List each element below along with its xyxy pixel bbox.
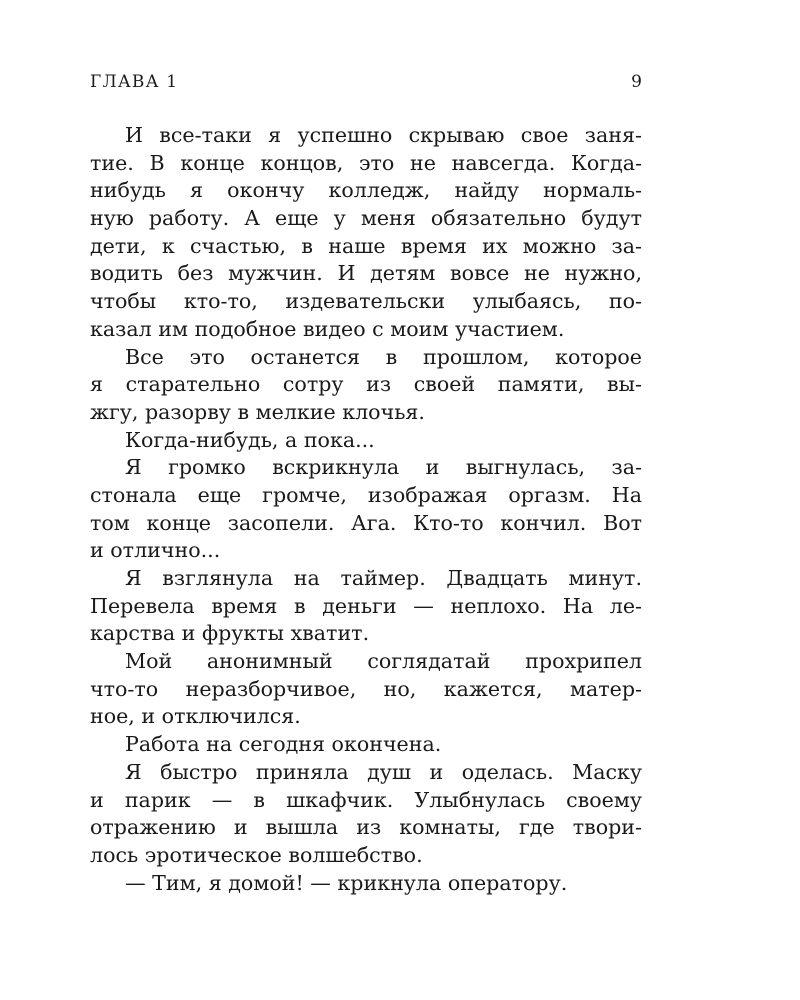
text-line: и парик — в шкафчик. Улыбнулась своему bbox=[90, 787, 642, 812]
paragraph bbox=[90, 731, 642, 759]
text-line: Когда-нибудь, а пока... bbox=[125, 427, 375, 452]
paragraph bbox=[90, 870, 642, 898]
text-line: тие. В конце концов, это не навсегда. Когда- bbox=[90, 150, 642, 175]
text-line: карства и фрукты хватит. bbox=[90, 621, 370, 646]
body-text bbox=[90, 122, 642, 897]
text-line: ную работу. А еще у меня обязательно будут bbox=[90, 206, 642, 231]
running-head bbox=[90, 72, 642, 102]
text-line: Я взглянула на таймер. Двадцать минут. bbox=[125, 566, 642, 590]
text-line: что-то неразборчивое, но, кажется, матер- bbox=[90, 676, 642, 701]
text-line: — Тим, я домой! — крикнула оператору. bbox=[125, 870, 568, 895]
text-line: жгу, разорву в мелкие клочья. bbox=[90, 399, 425, 424]
text-line: лось эротическое волшебство. bbox=[90, 842, 423, 867]
text-line: и отлично... bbox=[90, 538, 221, 563]
chapter-title: ГЛАВА 1 bbox=[90, 72, 179, 92]
paragraph bbox=[90, 427, 642, 455]
text-line: Работа на сегодня окончена. bbox=[125, 732, 442, 757]
page-number: 9 bbox=[631, 72, 642, 92]
text-line: И все-таки я успешно скрываю свое заня- bbox=[125, 123, 642, 147]
paragraph bbox=[90, 454, 642, 565]
text-line: водить без мужчин. И детям вовсе не нужно, bbox=[90, 261, 642, 286]
text-line: стонала еще громче, изображая оргазм. На bbox=[90, 482, 642, 507]
paragraph bbox=[90, 759, 642, 870]
paragraph bbox=[90, 122, 642, 344]
text-line: казал им подобное видео с моим участием. bbox=[90, 316, 565, 341]
text-line: Я громко вскрикнула и выгнулась, за- bbox=[125, 455, 642, 480]
paragraph bbox=[90, 344, 642, 427]
text-line: я старательно сотру из своей памяти, вы- bbox=[90, 372, 642, 397]
text-line: Все это останется в прошлом, которое bbox=[125, 344, 642, 369]
text-line: отражению и вышла из комнаты, где твори- bbox=[90, 815, 642, 840]
text-line: том конце засопели. Ага. Кто-то кончил. Вот bbox=[90, 510, 642, 535]
text-line: Мой анонимный соглядатай прохрипел bbox=[125, 649, 642, 674]
paragraph bbox=[90, 648, 642, 731]
book-page bbox=[90, 72, 642, 897]
paragraph bbox=[90, 565, 642, 648]
text-line: Я быстро приняла душ и оделась. Маску bbox=[125, 759, 642, 784]
text-line: чтобы кто-то, издевательски улыбаясь, по- bbox=[90, 289, 642, 314]
text-line: нибудь я окончу колледж, найду нормаль- bbox=[90, 178, 642, 203]
text-line: ное, и отключился. bbox=[90, 704, 301, 729]
text-line: дети, к счастью, в наше время их можно за- bbox=[90, 233, 642, 258]
text-line: Перевела время в деньги — неплохо. На ле- bbox=[90, 593, 642, 618]
